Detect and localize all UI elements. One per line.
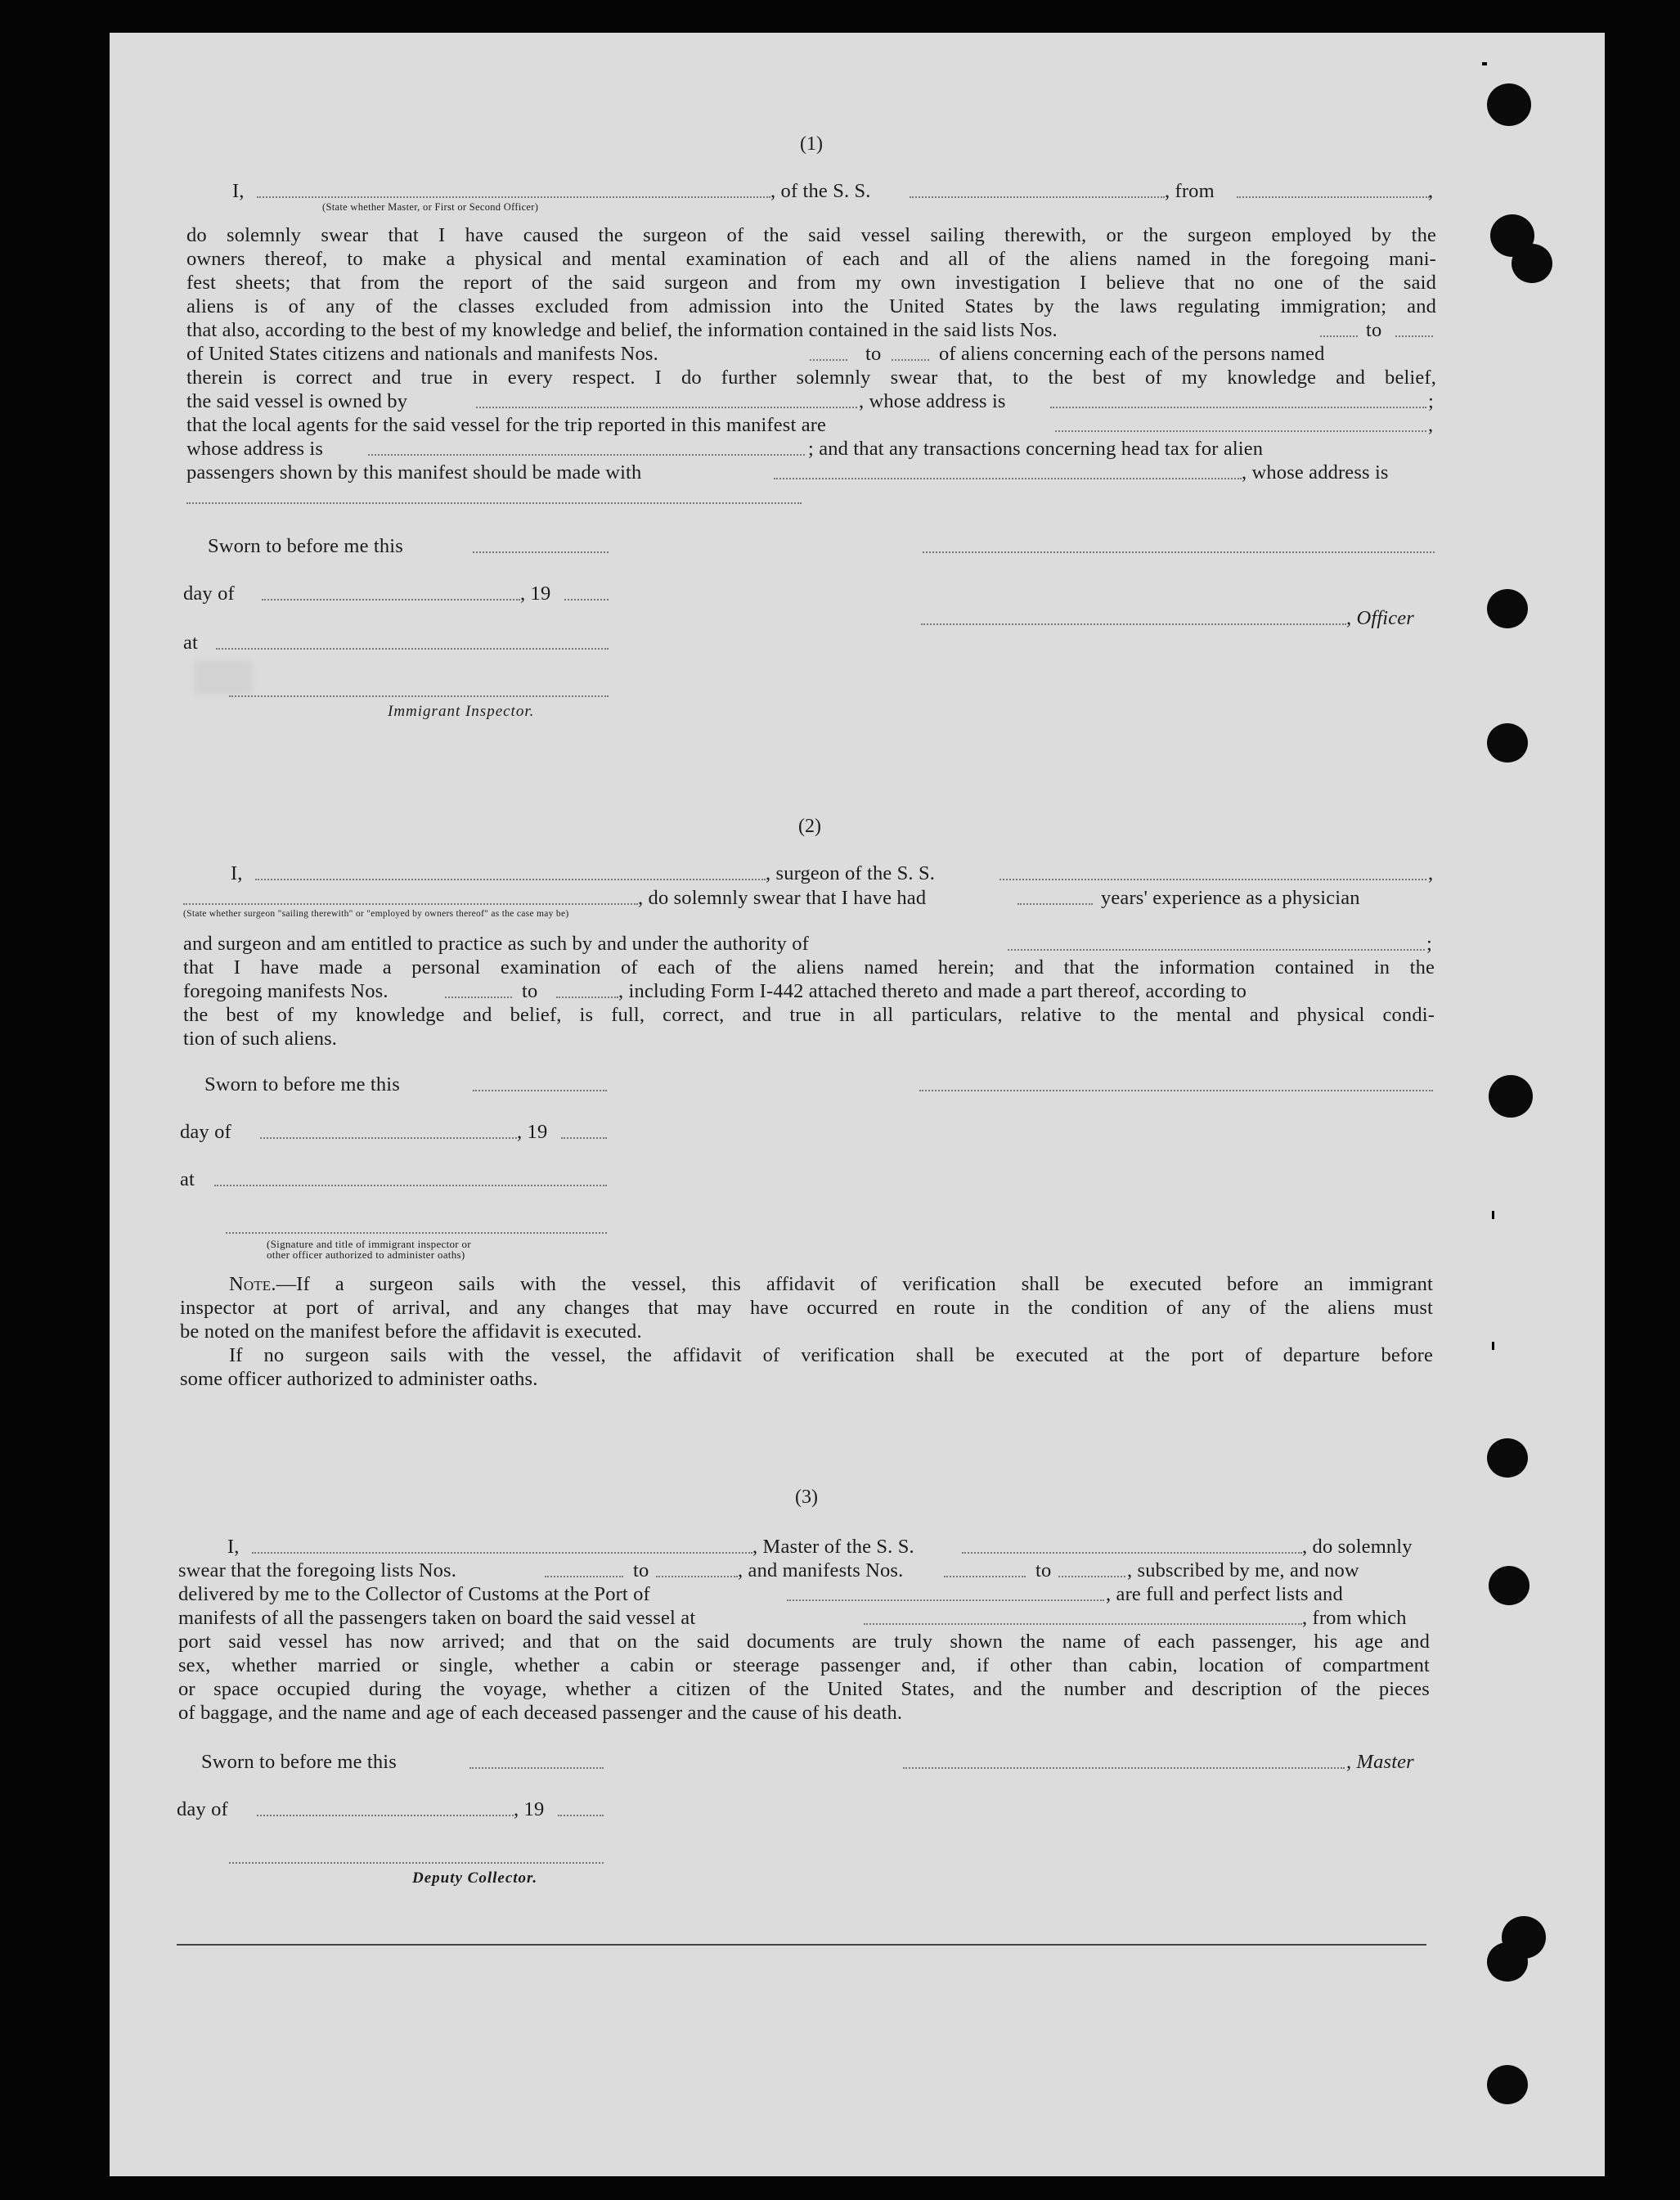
blank-field [810, 359, 847, 361]
form-text: whose address is [186, 438, 324, 460]
form-text: the said vessel is owned by [186, 390, 408, 412]
form-text: , do solemnly swear that I have had [638, 887, 927, 909]
form-text: day of [183, 583, 235, 605]
section-number: (2) [798, 816, 821, 837]
form-text: day of [180, 1121, 231, 1143]
form-text: I, [232, 180, 245, 202]
punch-hole [1487, 1438, 1528, 1478]
blank-field [1017, 903, 1093, 905]
form-text: Sworn to before me this [208, 535, 403, 557]
blank-field [216, 648, 609, 650]
form-paragraph-line: aliens is of any of the classes excluded from admission into the United States by the laws regulating immigration; and [186, 295, 1436, 317]
field-instruction: (Signature and title of immigrant inspector or [267, 1238, 471, 1250]
blank-field [1320, 335, 1358, 337]
form-text: , [1428, 862, 1434, 884]
form-text: , 19 [520, 583, 551, 605]
form-text: and surgeon and am entitled to practice as such by and under the authority of [183, 933, 809, 955]
form-text: , whose address is [1242, 461, 1389, 484]
signature-line [226, 1232, 607, 1234]
stamp-smudge [195, 661, 252, 694]
blank-field [558, 1815, 604, 1816]
form-text: of aliens concerning each of the persons named [939, 343, 1325, 365]
form-text: to [633, 1559, 649, 1581]
form-text: day of [177, 1798, 228, 1820]
form-text: years' experience as a physician [1101, 887, 1360, 909]
blank-field [368, 454, 805, 456]
form-text: that also, according to the best of my knowledge and belief, the information contained in the said lists Nos. [186, 319, 1058, 341]
blank-field [774, 478, 1242, 479]
blank-field [787, 1599, 1104, 1601]
section-number: (1) [800, 133, 823, 155]
form-text: to [522, 980, 538, 1002]
form-text: Sworn to before me this [204, 1073, 400, 1096]
blank-field [469, 1767, 604, 1769]
form-text: , Master of the S. S. [752, 1536, 914, 1558]
blank-field [257, 196, 770, 198]
form-paragraph-line: or space occupied during the voyage, whether a citizen of the United States, and the number and description of the pieces [178, 1678, 1430, 1700]
punch-hole [1487, 1942, 1528, 1982]
form-text: , surgeon of the S. S. [766, 862, 936, 884]
blank-field [999, 879, 1426, 880]
edge-mark [1482, 62, 1487, 65]
form-text: I, [231, 862, 243, 884]
form-paragraph-line: sex, whether married or single, whether a cabin or steerage passenger and, if other than cabin, location of compartment [178, 1654, 1430, 1676]
form-text: that the local agents for the said vessel for the trip reported in this manifest are [186, 414, 827, 436]
form-text: , do solemnly [1302, 1536, 1413, 1558]
field-instruction: (State whether Master, or First or Second Officer) [322, 201, 539, 213]
punch-hole [1487, 589, 1528, 628]
note-line: inspector at port of arrival, and any changes that may have occurred en route in the condition of any of the aliens must [180, 1297, 1433, 1319]
form-paragraph-line: fest sheets; that from the report of the said surgeon and from my own investigation I believe that no one of the said [186, 272, 1436, 294]
form-text: , from [1165, 180, 1215, 202]
form-text: ; and that any transactions concerning head tax for alien [808, 438, 1264, 460]
form-text: ; [1428, 390, 1434, 412]
blank-field [473, 1090, 607, 1091]
note-line: be noted on the manifest before the affidavit is executed. [180, 1320, 642, 1343]
form-text: to [1035, 1559, 1052, 1581]
bottom-rule [177, 1944, 1426, 1946]
punch-hole [1489, 1566, 1530, 1605]
form-text: , [1428, 414, 1434, 436]
form-text: , whose address is [859, 390, 1006, 412]
section-number: (3) [795, 1487, 818, 1508]
form-text: tion of such aliens. [183, 1028, 338, 1050]
form-text: foregoing manifests Nos. [183, 980, 389, 1002]
signature-title: , Officer [1346, 607, 1414, 629]
blank-field [944, 1576, 1026, 1577]
blank-field [1050, 407, 1426, 408]
blank-field [445, 997, 512, 998]
blank-field [561, 1137, 607, 1139]
note-label: Note. [229, 1273, 276, 1295]
note-line [229, 1273, 1433, 1296]
form-text: Sworn to before me this [201, 1751, 397, 1773]
blank-field [556, 997, 618, 998]
blank-field [1058, 1576, 1125, 1577]
blank-field [1237, 196, 1430, 198]
signature-line [903, 1767, 1345, 1769]
form-text: manifests of all the passengers taken on board the said vessel at [178, 1607, 696, 1629]
form-text: , are full and perfect lists and [1106, 1583, 1343, 1605]
signature-title: , Master [1346, 1751, 1414, 1773]
form-text: I, [227, 1536, 240, 1558]
form-text: , 19 [514, 1798, 545, 1820]
form-text: , subscribed by me, and now [1127, 1559, 1359, 1581]
signature-title: Immigrant Inspector. [388, 703, 535, 720]
punch-hole [1487, 2065, 1528, 2104]
blank-field [892, 359, 929, 361]
form-paragraph-line: that I have made a personal examination of each of the aliens named herein; and that the information contained in the [183, 956, 1435, 979]
punch-hole [1489, 1075, 1533, 1118]
blank-field [473, 551, 609, 553]
blank-field [257, 1815, 514, 1816]
form-text: swear that the foregoing lists Nos. [178, 1559, 457, 1581]
note-line: If no surgeon sails with the vessel, the affidavit of verification shall be executed at the port of departure before [229, 1344, 1433, 1366]
form-text: at [180, 1168, 195, 1190]
punch-hole [1487, 83, 1531, 126]
blank-field [1055, 430, 1426, 432]
form-text: delivered by me to the Collector of Customs at the Port of [178, 1583, 650, 1605]
form-text: passengers shown by this manifest should be made with [186, 461, 642, 484]
form-paragraph-line: owners thereof, to make a physical and mental examination of each and all of the aliens named in the foregoing mani- [186, 248, 1436, 270]
blank-field [864, 1623, 1302, 1625]
edge-mark [1492, 1211, 1494, 1219]
signature-line [919, 1090, 1433, 1091]
blank-field [962, 1552, 1302, 1554]
blank-field [476, 407, 857, 408]
signature-line [923, 551, 1435, 553]
field-instruction: (State whether surgeon "sailing therewith" or "employed by owners thereof" as the case may be) [183, 909, 569, 919]
form-text: of baggage, and the name and age of each deceased passenger and the cause of his death. [178, 1702, 903, 1724]
blank-field [255, 879, 766, 880]
punch-hole [1487, 723, 1528, 763]
signature-title: Deputy Collector. [412, 1869, 538, 1887]
blank-field [214, 1185, 607, 1186]
signature-line [229, 1862, 604, 1864]
form-text: , including Form I-442 attached thereto and made a part thereof, according to [618, 980, 1247, 1002]
form-text: to [1366, 319, 1382, 341]
signature-line [921, 623, 1346, 625]
edge-mark [1492, 1342, 1494, 1350]
blank-field [183, 903, 638, 905]
blank-field [910, 196, 1165, 198]
blank-field [564, 599, 609, 601]
blank-field [186, 502, 802, 504]
blank-field [1008, 949, 1425, 951]
form-text: , [1428, 180, 1434, 202]
form-paragraph-line: do solemnly swear that I have caused the surgeon of the said vessel sailing therewith, or the surgeon employed by the [186, 224, 1436, 246]
form-text: of United States citizens and nationals and manifests Nos. [186, 343, 658, 365]
blank-field [252, 1552, 752, 1554]
note-line: some officer authorized to administer oaths. [180, 1368, 538, 1390]
form-text: , and manifests Nos. [738, 1559, 904, 1581]
blank-field [262, 599, 520, 601]
signature-line [229, 695, 609, 697]
form-text: , of the S. S. [770, 180, 871, 202]
form-text: to [865, 343, 882, 365]
field-instruction: other officer authorized to administer oaths) [267, 1248, 465, 1261]
blank-field [545, 1576, 623, 1577]
form-text: , from which [1302, 1607, 1407, 1629]
blank-field [656, 1576, 738, 1577]
form-text: at [183, 632, 198, 654]
blank-field [260, 1137, 517, 1139]
punch-hole [1512, 244, 1552, 283]
form-paragraph-line: port said vessel has now arrived; and that on the said documents are truly shown the name of each passenger, his age and [178, 1631, 1430, 1653]
form-text: ; [1426, 933, 1432, 955]
note-text: —If a surgeon sails with the vessel, this affidavit of verification shall be executed before an immigrant [276, 1273, 1433, 1295]
form-text: , 19 [517, 1121, 548, 1143]
blank-field [1395, 335, 1433, 337]
form-paragraph-line: therein is correct and true in every respect. I do further solemnly swear that, to the best of my knowledge and belief, [186, 367, 1436, 389]
form-paragraph-line: the best of my knowledge and belief, is full, correct, and true in all particulars, relative to the mental and physical condi- [183, 1004, 1435, 1026]
